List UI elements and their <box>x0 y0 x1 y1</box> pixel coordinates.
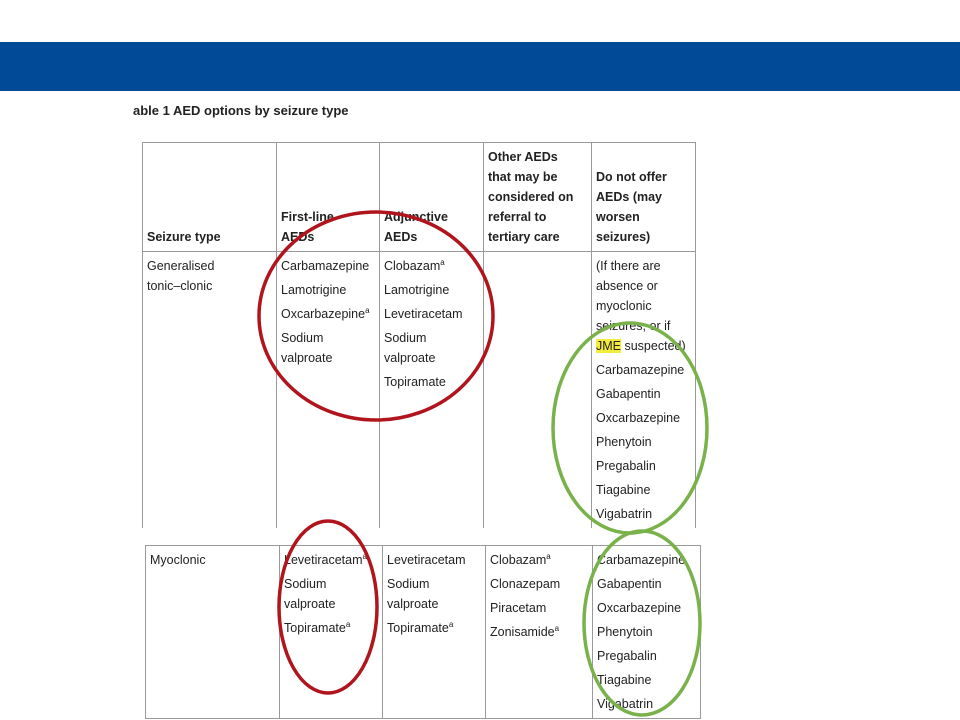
cell-first-line <box>277 252 380 529</box>
header-adjunctive: Adjunctive AEDs <box>380 143 484 252</box>
footnote-marker: a <box>546 551 551 561</box>
drug-item: Pregabalin <box>596 459 656 473</box>
footnote-marker: a <box>448 619 454 629</box>
drug-item: Carbamazepine <box>596 363 685 377</box>
table-row <box>146 546 701 719</box>
drug-item: Sodium valproate <box>281 331 333 365</box>
drug-item: Oxcarbazepine <box>596 411 681 425</box>
footnote-marker: a <box>554 623 560 633</box>
footnote-marker: a <box>345 619 351 629</box>
drug-item: Carbamazepine <box>281 259 370 273</box>
aed-table-myoclonic <box>145 545 701 719</box>
drug-item: Zonisamide$^a$ <box>490 623 560 639</box>
header-bar <box>0 42 960 91</box>
drug-item: Levetiracetam <box>384 307 463 321</box>
drug-item: Topiramate$^a$ <box>387 619 454 635</box>
cell-first-line <box>280 546 383 719</box>
drug-item: Sodium valproate <box>284 577 336 611</box>
drug-item: Tiagabine <box>596 483 651 497</box>
drug-item: Vigabatrin <box>597 697 654 711</box>
drug-item: Piracetam <box>490 601 547 615</box>
drug-item: Phenytoin <box>596 435 652 449</box>
cell-do-not-offer <box>592 252 696 529</box>
table-caption: able 1 AED options by seizure type <box>133 103 349 118</box>
header-do-not-offer: Do not offer AEDs (may worsen seizures) <box>592 143 696 252</box>
drug-item: Oxcarbazepine$^a$ <box>281 305 370 321</box>
footnote-marker: a <box>440 257 445 267</box>
drug-item: Oxcarbazepine <box>597 601 682 615</box>
drug-item: Lamotrigine <box>281 283 347 297</box>
footnote-marker: a <box>362 551 367 561</box>
drug-item: Topiramate$^a$ <box>284 619 351 635</box>
aed-table-generalised <box>142 142 696 528</box>
drug-item: Carbamazepine <box>597 553 686 567</box>
cell-other-aeds <box>484 252 592 529</box>
drug-item: Tiagabine <box>597 673 652 687</box>
drug-item: Phenytoin <box>597 625 653 639</box>
drug-item: Vigabatrin <box>596 507 653 521</box>
table-row <box>143 252 696 529</box>
cell-other-aeds <box>486 546 593 719</box>
cell-adjunctive <box>383 546 486 719</box>
drug-item: Clobazam$^a$ <box>384 257 445 273</box>
highlighted-term: JME <box>596 339 621 353</box>
drug-item: Topiramate <box>384 375 446 389</box>
drug-item: Levetiracetam$^a$ <box>284 551 367 567</box>
table-header-row <box>143 143 696 252</box>
drug-item: Gabapentin <box>596 387 661 401</box>
header-seizure-type: Seizure type <box>143 143 277 252</box>
drug-item: Sodium valproate <box>384 331 436 365</box>
drug-item: Gabapentin <box>597 577 662 591</box>
note-text: (If there are absence or myoclonic seizures, or if JME suspected) <box>596 259 686 353</box>
cell-seizure-type: Myoclonic <box>146 546 280 719</box>
drug-item: Sodium valproate <box>387 577 439 611</box>
cell-do-not-offer <box>593 546 701 719</box>
cell-adjunctive <box>380 252 484 529</box>
drug-item: Clonazepam <box>490 577 561 591</box>
drug-item: Lamotrigine <box>384 283 450 297</box>
drug-item: Clobazam$^a$ <box>490 551 551 567</box>
footnote-marker: a <box>365 305 370 315</box>
drug-item: Levetiracetam <box>387 553 466 567</box>
header-first-line: First-line AEDs <box>277 143 380 252</box>
cell-seizure-type: Generalised tonic–clonic <box>143 252 277 529</box>
header-other-aeds: Other AEDs that may be considered on referral to tertiary care <box>484 143 592 252</box>
drug-item: Pregabalin <box>597 649 657 663</box>
